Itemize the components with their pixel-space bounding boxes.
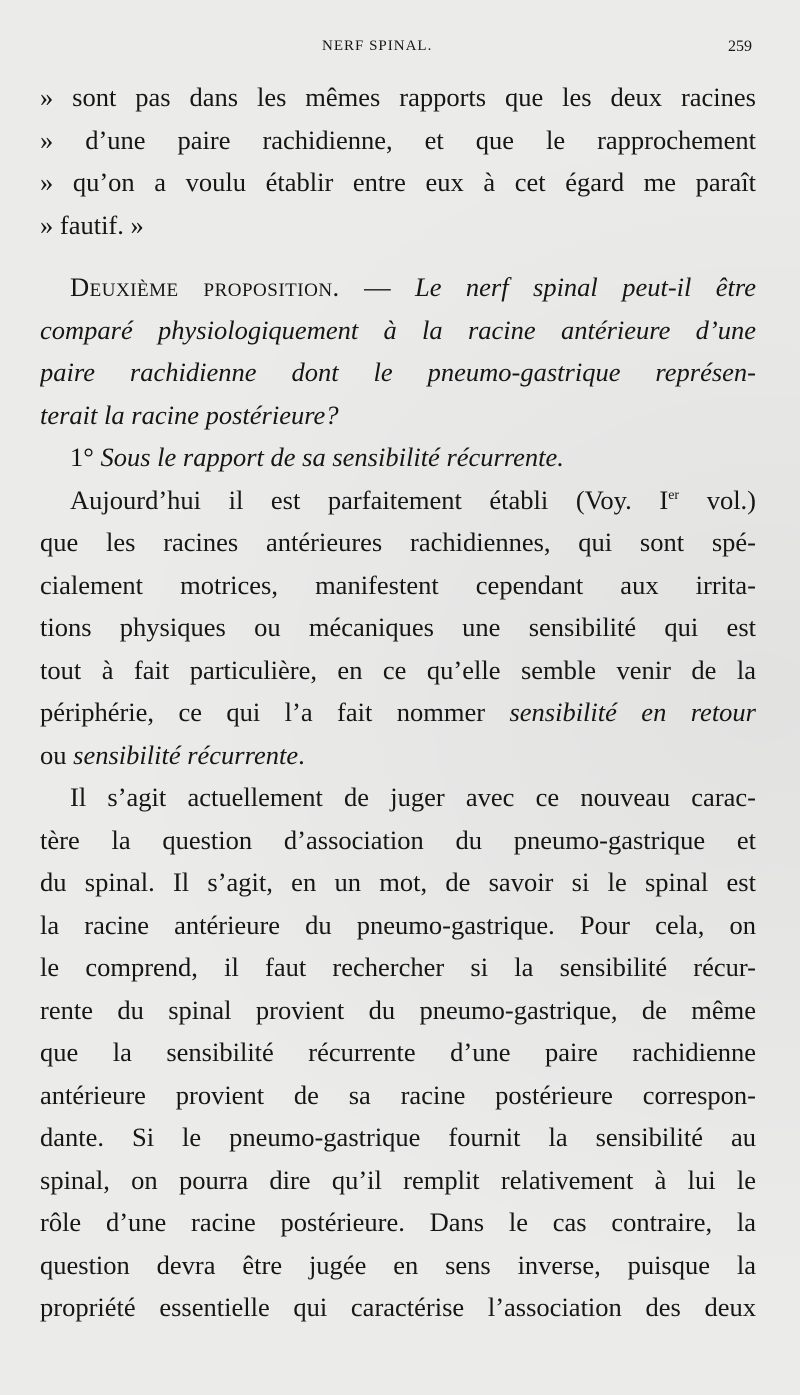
text-line [40, 734, 756, 777]
text-line: le comprend, il faut rechercher si la sensibilité récur- [40, 952, 756, 982]
text-line: du spinal. Il s’agit, en un mot, de savoir si le spinal est [40, 867, 756, 897]
text-line: tions physiques ou mécaniques une sensibilité qui est [40, 612, 756, 642]
text-line [40, 394, 756, 437]
text-line: Il s’agit actuellement de juger avec ce nouveau carac- [70, 782, 756, 812]
text-run: ou [40, 739, 74, 770]
text-line [40, 351, 756, 394]
subheading-text: Sous le rapport de sa sensibilité récurrente. [100, 442, 564, 472]
text-line [40, 479, 756, 522]
text-run: périphérie, ce qui l’a fait nommer [40, 697, 510, 727]
text-line: » d’une paire rachidienne, et que le rapprochement [40, 124, 756, 155]
text-line: cialement motrices, manifestent cependant aux irrita- [40, 569, 756, 600]
text-line: tout à fait particulière, en ce qu’elle semble venir de la [40, 654, 756, 685]
text-line: » sont pas dans les mêmes rapports que les deux racines [40, 82, 756, 112]
running-title: NERF SPINAL. [322, 38, 433, 54]
text-line [40, 266, 756, 309]
proposition-question: comparé physiologiquement à la racine antérieure d’une [40, 314, 756, 345]
text-line [40, 436, 756, 479]
text-line: » fautif. » [40, 209, 144, 240]
paragraph-association-question [40, 776, 756, 1329]
text-run: Aujourd’hui il est parfaitement établi (Voy. I [70, 484, 669, 515]
text-line: question devra être jugée en sens inverse, puisque la [40, 1249, 756, 1280]
paragraph-quotation-end [40, 76, 756, 246]
paragraph-recurrent-sensibility [40, 479, 756, 777]
proposition-question: Le nerf spinal peut-il être [415, 272, 756, 302]
text-run: . [298, 739, 305, 770]
text-line: propriété essentielle qui caractérise l’association des deux [40, 1292, 756, 1322]
italic-term: sensibilité en retour [509, 697, 756, 727]
proposition-heading: Deuxième proposition. [70, 272, 340, 302]
text-line: rente du spinal provient du pneumo-gastrique, de même [40, 994, 756, 1025]
page-number: 259 [728, 38, 752, 55]
body-text [40, 76, 756, 1329]
text-line: que les racines antérieures rachidiennes, qui sont spé- [40, 527, 756, 557]
text-line: dante. Si le pneumo-gastrique fournit la sensibilité au [40, 1122, 756, 1152]
proposition-question: terait la racine postérieure? [40, 399, 339, 430]
paragraph-second-proposition [40, 266, 756, 436]
text-line: spinal, on pourra dire qu’il remplit relativement à lui le [40, 1164, 756, 1195]
text-run: vol.) [679, 484, 756, 515]
section-number: 1° [70, 442, 94, 472]
paragraph-subheading [40, 436, 756, 479]
text-line: tère la question d’association du pneumo-gastrique et [40, 824, 756, 855]
text-line: que la sensibilité récurrente d’une paire rachidienne [40, 1037, 756, 1067]
proposition-question: paire rachidienne dont le pneumo-gastrique représen- [40, 357, 756, 387]
em-dash: — [339, 272, 415, 302]
running-head [40, 38, 760, 62]
text-line [40, 309, 756, 352]
text-line: antérieure provient de sa racine postérieure correspon- [40, 1079, 756, 1110]
superscript: er [668, 487, 680, 503]
text-line: » qu’on a voulu établir entre eux à cet égard me paraît [40, 167, 756, 197]
text-line: la racine antérieure du pneumo-gastrique. Pour cela, on [40, 909, 756, 940]
text-line [40, 691, 756, 734]
text-line: rôle d’une racine postérieure. Dans le cas contraire, la [40, 1207, 756, 1237]
italic-term: sensibilité récurrente [73, 739, 299, 770]
